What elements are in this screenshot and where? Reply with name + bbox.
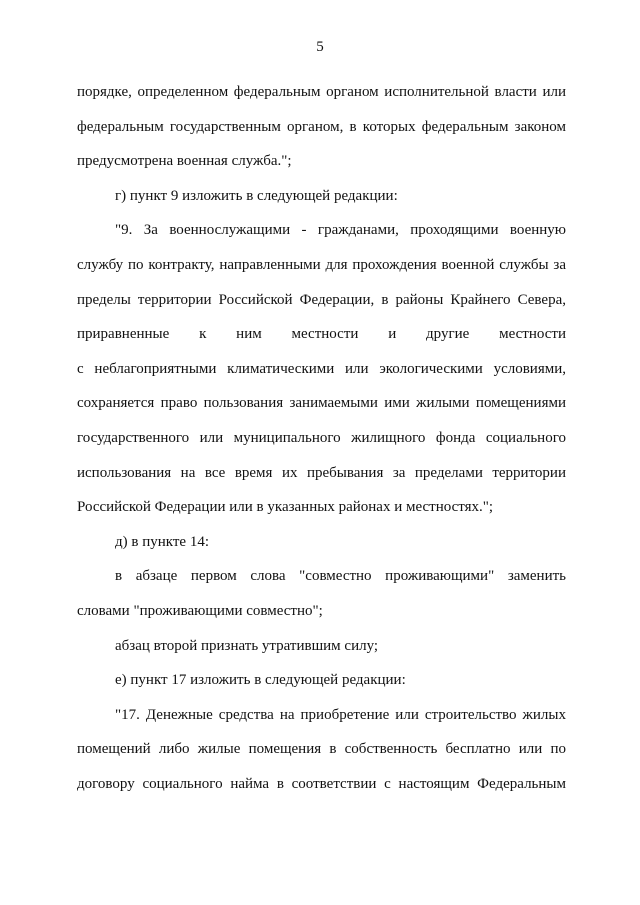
text-line: предусмотрена военная служба.";	[77, 153, 292, 170]
text-line: с неблагоприятными климатическими или экологическими условиями,	[77, 360, 566, 377]
text-line: д) в пункте 14:	[115, 533, 209, 550]
text-line: е) пункт 17 изложить в следующей редакции:	[115, 672, 406, 689]
text-line: службу по контракту, направленными для прохождения военной службы за	[77, 256, 566, 273]
text-line: порядке, определенном федеральным органом исполнительной власти или	[77, 84, 566, 100]
page-number: 5	[316, 39, 324, 55]
text-line: сохраняется право пользования занимаемыми ими жилыми помещениями	[77, 395, 566, 412]
text-line: федеральным государственным органом, в которых федеральным законом	[77, 118, 566, 135]
text-line: договору социального найма в соответствии с настоящим Федеральным	[77, 775, 566, 792]
text-line: в абзаце первом слова "совместно проживающими" заменить	[115, 568, 566, 585]
text-line: словами "проживающими совместно";	[77, 602, 323, 619]
text-line: приравненные к ним местности и другие местности	[77, 326, 566, 343]
text-line: государственного или муниципального жилищного фонда социального	[77, 429, 566, 446]
text-line: "9. За военнослужащими - гражданами, проходящими военную	[115, 222, 566, 239]
text-line: абзац второй признать утратившим силу;	[115, 637, 379, 654]
text-line: г) пункт 9 изложить в следующей редакции:	[115, 187, 398, 204]
text-line: Российской Федерации или в указанных районах и местностях.";	[77, 499, 494, 516]
text-line: "17. Денежные средства на приобретение или строительство жилых	[115, 706, 566, 723]
document-body	[77, 75, 566, 801]
text-line: помещений либо жилые помещения в собственность бесплатно или по	[77, 741, 566, 758]
text-line: использования на все время их пребывания за пределами территории	[77, 464, 566, 481]
text-line: пределы территории Российской Федерации, в районы Крайнего Севера,	[77, 291, 566, 308]
